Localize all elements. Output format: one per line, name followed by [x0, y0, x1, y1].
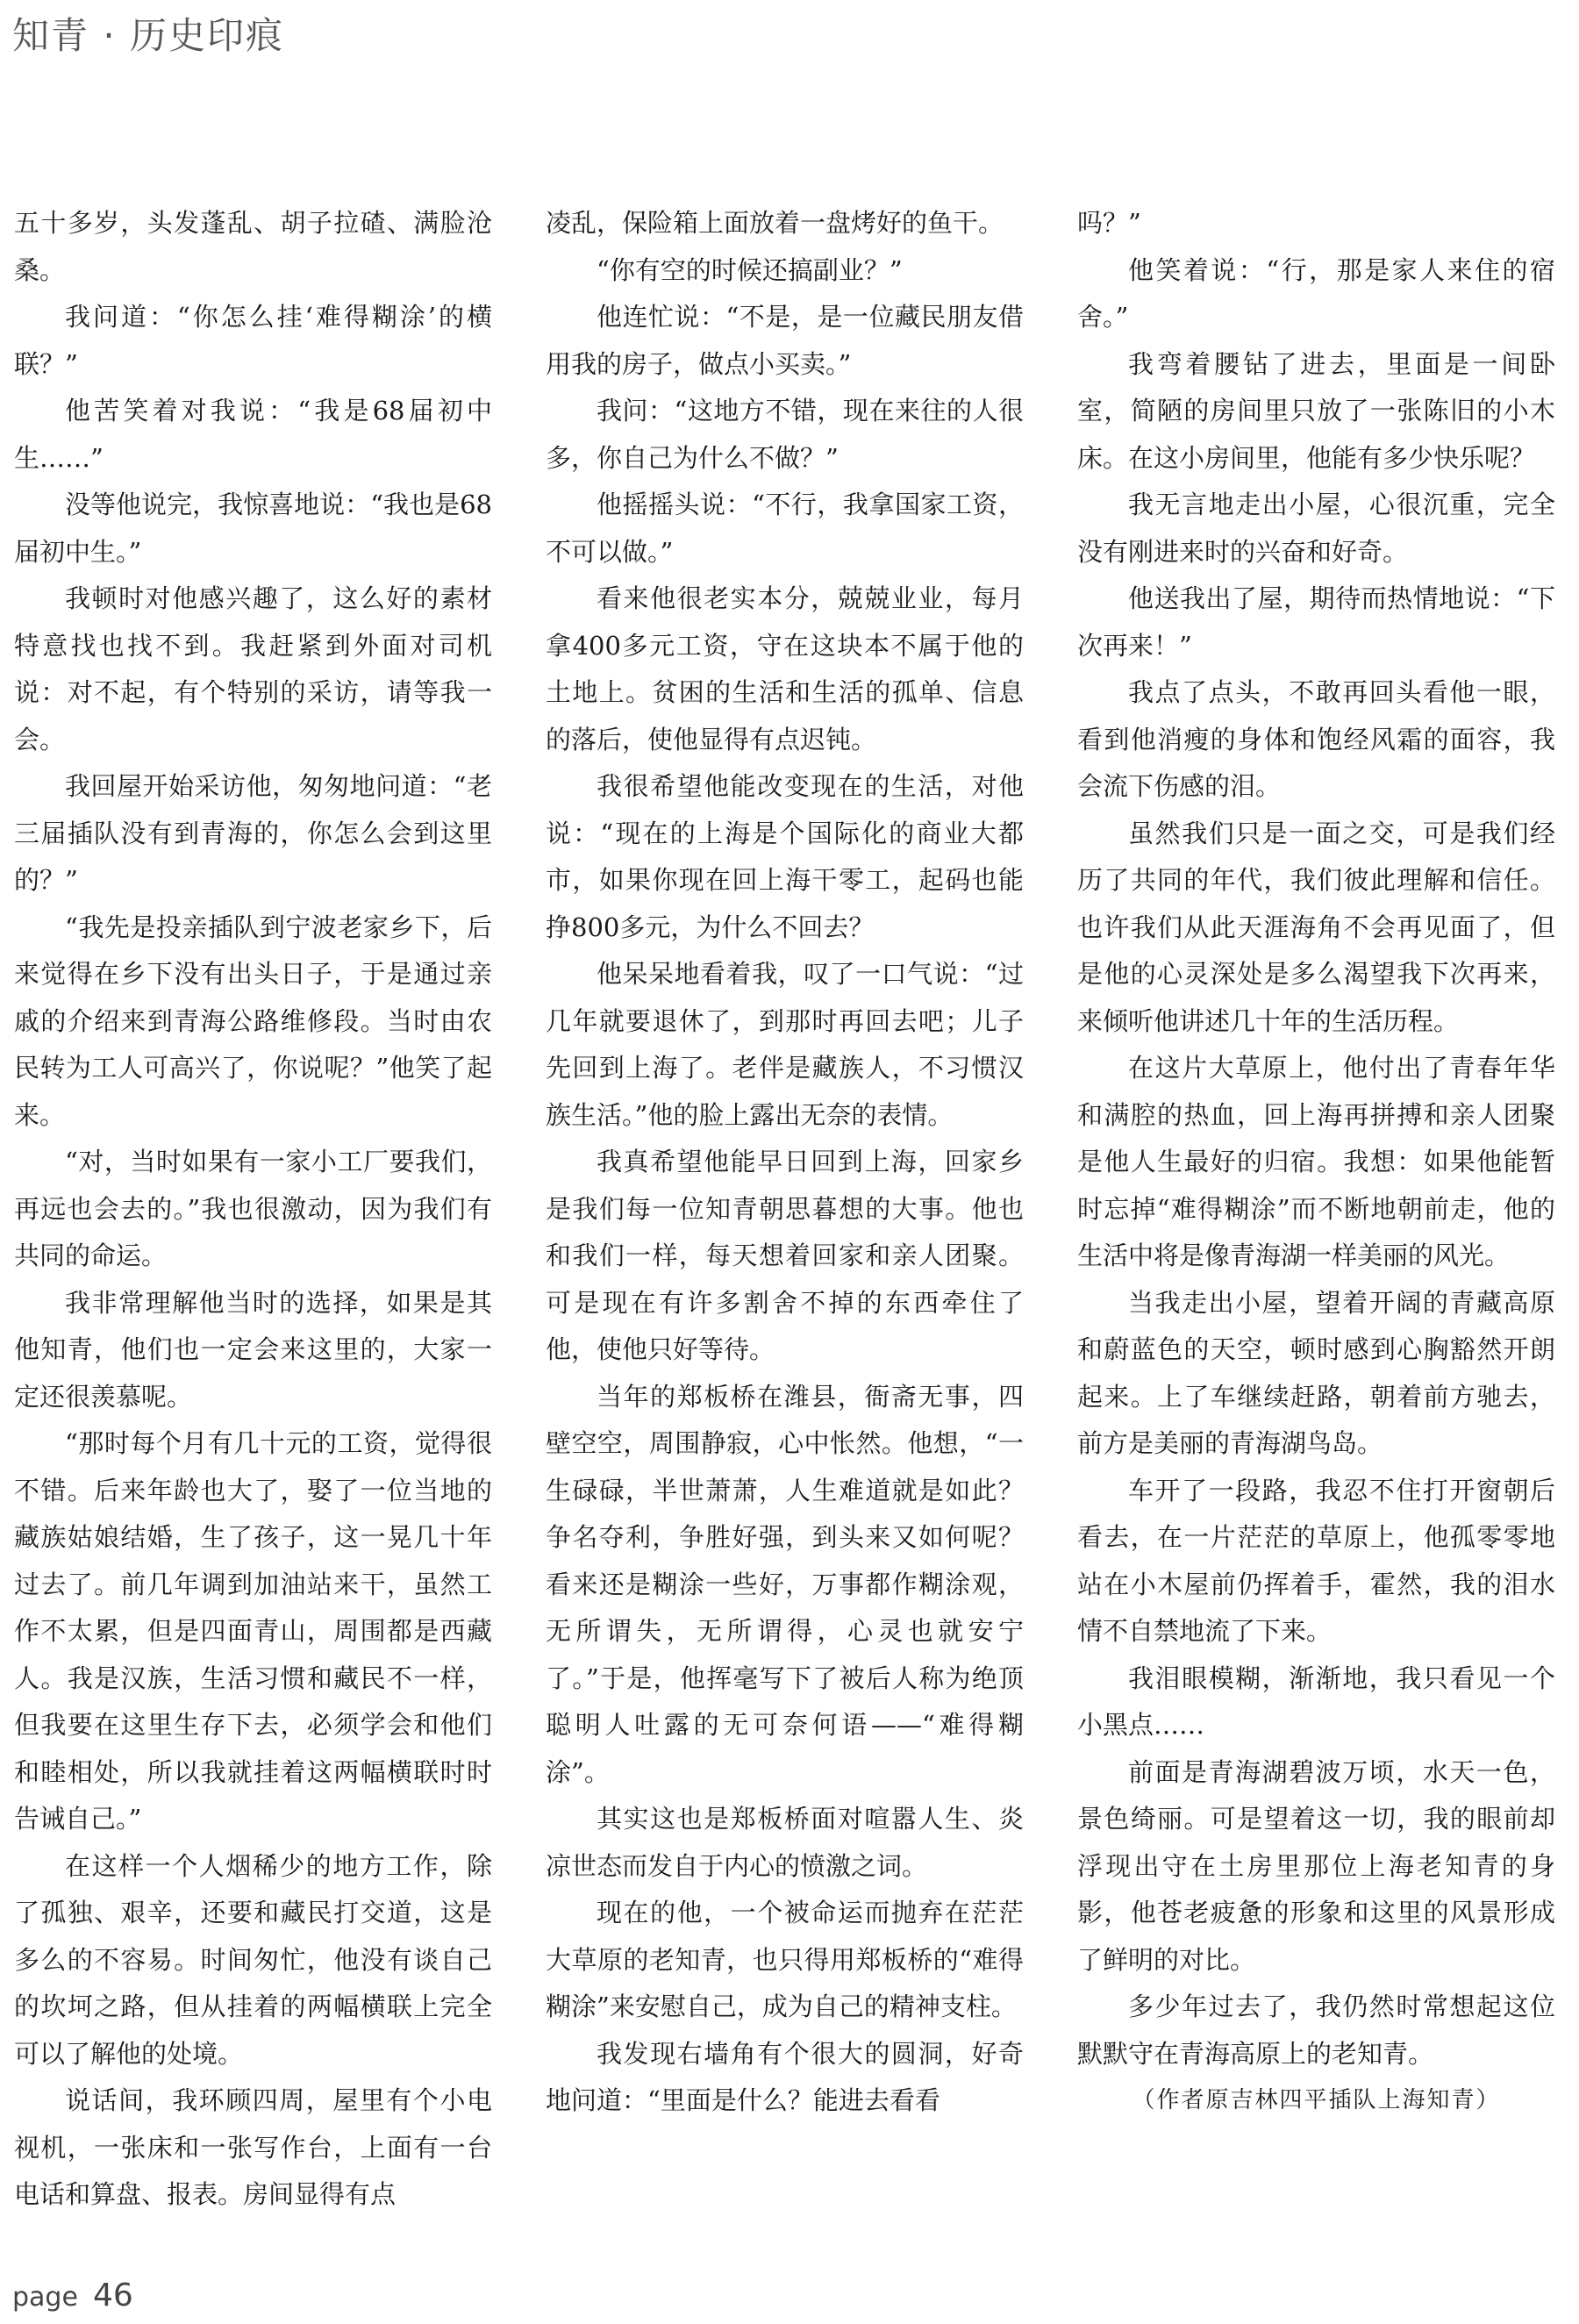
article-column-2: [546, 200, 1024, 2125]
article-column-3: [1077, 200, 1555, 2125]
paragraph: 说话间，我环顾四周，屋里有个小电视机，一张床和一张写作台，上面有一台电话和算盘、报表。房间显得有点: [14, 2085, 492, 2209]
paragraph: 我很希望他能改变现在的生活，对他说：“现在的上海是个国际化的商业大都市，如果你现在回上海干零工，起码也能挣800多元，为什么不回去？: [546, 771, 1024, 942]
paragraph: 当我走出小屋，望着开阔的青藏高原和蔚蓝色的天空，顿时感到心胸豁然开朗起来。上了车继续赶路，朝着前方驰去，前方是美丽的青海湖鸟岛。: [1077, 1287, 1555, 1458]
paragraph: 他苦笑着对我说：“我是68届初中生……”: [14, 396, 492, 473]
paragraph: 前面是青海湖碧波万顷，水天一色，景色绮丽。可是望着这一切，我的眼前却浮现出守在土房里那位上海老知青的身影，他苍老疲惫的形象和这里的风景形成了鲜明的对比。: [1077, 1756, 1555, 1975]
paragraph: 我顿时对他感兴趣了，这么好的素材特意找也找不到。我赶紧到外面对司机说：对不起，有个特别的采访，请等我一会。: [14, 583, 492, 754]
author-byline: （作者原吉林四平插队上海知青）: [1132, 2087, 1501, 2113]
paragraph: 在这样一个人烟稀少的地方工作，除了孤独、艰辛，还要和藏民打交道，这是多么的不容易。时间匆忙，他没有谈自己的坎坷之路，但从挂着的两幅横联上完全可以了解他的处境。: [14, 1850, 492, 2069]
paragraph: 我发现右墙角有个很大的圆洞，好奇地问道：“里面是什么？能进去看看: [546, 2038, 1024, 2115]
paragraph: 看来他很老实本分，兢兢业业，每月拿400多元工资，守在这块本不属于他的土地上。贫困的生活和生活的孤单、信息的落后，使他显得有点迟钝。: [546, 583, 1024, 754]
paragraph: 他连忙说：“不是，是一位藏民朋友借用我的房子，做点小买卖。”: [546, 302, 1024, 379]
paragraph: 其实这也是郑板桥面对喧嚣人生、炎凉世态而发自于内心的愤激之词。: [546, 1804, 1024, 1881]
paragraph: 我点了点头，不敢再回头看他一眼，看到他消瘦的身体和饱经风霜的面容，我会流下伤感的泪。: [1077, 677, 1555, 801]
paragraph: “对，当时如果有一家小工厂要我们，再远也会去的。”我也很激动，因为我们有共同的命运。: [14, 1147, 492, 1270]
page-footer: [12, 2278, 133, 2313]
paragraph: 五十多岁，头发蓬乱、胡子拉碴、满脸沧桑。: [14, 208, 492, 285]
paragraph: 他摇摇头说：“不行，我拿国家工资，不可以做。”: [546, 490, 1024, 567]
paragraph: 我回屋开始采访他，匆匆地问道：“老三届插队没有到青海的，你怎么会到这里的？”: [14, 771, 492, 895]
paragraph: 我问道：“你怎么挂‘难得糊涂’的横联？”: [14, 302, 492, 379]
paragraph: “那时每个月有几十元的工资，觉得很不错。后来年龄也大了，娶了一位当地的藏族姑娘结婚，生了孩子，这一晃几十年过去了。前几年调到加油站来干，虽然工作不太累，但是四面青山，周围都是西藏人。我是汉族，生活习惯和藏民不一样， 但我要在这里生存下去，必须学会和他们和睦相处，所以我就挂着这两幅横联时时告诫自己。”: [14, 1428, 492, 1834]
paragraph: 没等他说完，我惊喜地说：“我也是68届初中生。”: [14, 490, 492, 567]
paragraph: 我真希望他能早日回到上海，回家乡是我们每一位知青朝思暮想的大事。他也和我们一样，每天想着回家和亲人团聚。可是现在有许多割舍不掉的东西牵住了他，使他只好等待。: [546, 1147, 1024, 1364]
paragraph: 在这片大草原上，他付出了青春年华和满腔的热血，回上海再拼搏和亲人团聚是他人生最好的归宿。我想：如果他能暂时忘掉“难得糊涂”而不断地朝前走，他的生活中将是像青海湖一样美丽的风光。: [1077, 1053, 1555, 1270]
paragraph: “你有空的时候还搞副业？”: [597, 254, 903, 285]
section-header: 知青 · 历史印痕: [12, 14, 285, 57]
paragraph: 我非常理解他当时的选择，如果是其他知青，他们也一定会来这里的，大家一定还很羡慕呢。: [14, 1287, 492, 1412]
paragraph: 我泪眼模糊，渐渐地，我只看见一个小黑点……: [1077, 1663, 1555, 1740]
paragraph: 我无言地走出小屋，心很沉重，完全没有刚进来时的兴奋和好奇。: [1077, 490, 1555, 567]
paragraph: “我先是投亲插队到宁波老家乡下，后来觉得在乡下没有出头日子，于是通过亲戚的介绍来到青海公路维修段。当时由农民转为工人可高兴了，你说呢？”他笑了起来。: [14, 912, 492, 1130]
article-column-1: [14, 200, 492, 2219]
paragraph: 车开了一段路，我忍不住打开窗朝后看去，在一片茫茫的草原上，他孤零零地站在小木屋前仍挥着手，霍然，我的泪水情不自禁地流了下来。: [1077, 1475, 1555, 1646]
paragraph: 凌乱，保险箱上面放着一盘烤好的鱼干。: [546, 208, 1004, 238]
paragraph: 他呆呆地看着我，叹了一口气说：“过几年就要退休了，到那时再回去吧；儿子先回到上海了。老伴是藏族人，不习惯汉族生活。”他的脸上露出无奈的表情。: [546, 959, 1024, 1130]
paragraph: 我问：“这地方不错，现在来往的人很多，你自己为什么不做？”: [546, 396, 1024, 473]
paragraph: 吗？”: [1077, 208, 1141, 238]
paragraph: 他笑着说：“行，那是家人来住的宿舍。”: [1077, 254, 1555, 332]
paragraph: 我弯着腰钻了进去，里面是一间卧室，简陋的房间里只放了一张陈旧的小木床。在这小房间里，他能有多少快乐呢？: [1077, 348, 1555, 473]
paragraph: 现在的他，一个被命运而抛弃在茫茫大草原的老知青，也只得用郑板桥的“难得糊涂”来安慰自己，成为自己的精神支柱。: [546, 1898, 1024, 2021]
page-label: page: [12, 2282, 78, 2313]
paragraph: 虽然我们只是一面之交，可是我们经历了共同的年代，我们彼此理解和信任。也许我们从此天涯海角不会再见面了，但是他的心灵深处是多么渴望我下次再来，来倾听他讲述几十年的生活历程。: [1077, 818, 1555, 1036]
page-number: 46: [93, 2278, 133, 2313]
paragraph: 当年的郑板桥在潍县，衙斋无事，四壁空空，周围静寂，心中怅然。他想，“一生碌碌，半世萧萧，人生难道就是如此？争名夺利，争胜好强，到头来又如何呢？看来还是糊涂一些好，万事都作糊涂观，无所谓失，无所谓得，心灵也就安宁了。”于是，他挥毫写下了被后人称为绝顶聪明人吐露的无可奈何语——“难得糊涂”。: [546, 1381, 1024, 1787]
paragraph: 多少年过去了，我仍然时常想起这位默默守在青海高原上的老知青。: [1077, 1991, 1555, 2069]
paragraph: 他送我出了屋，期待而热情地说：“下次再来！”: [1077, 583, 1555, 661]
